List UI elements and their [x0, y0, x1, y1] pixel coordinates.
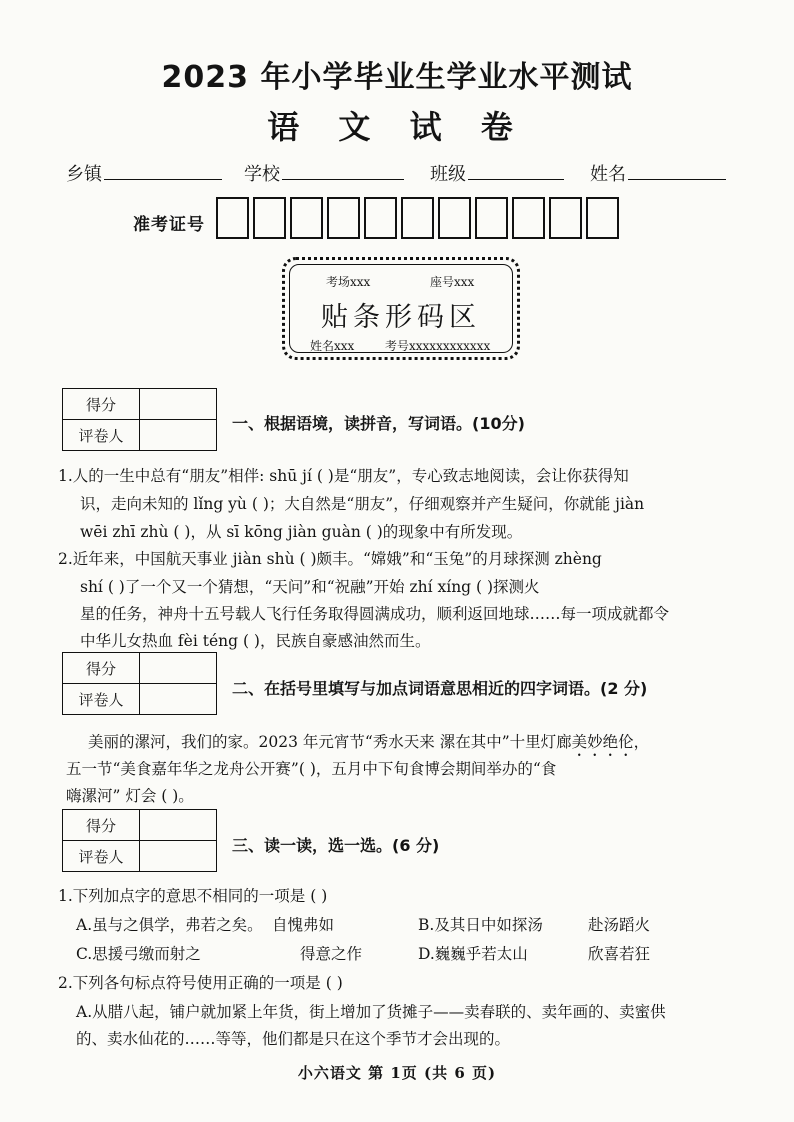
option-b[interactable]: B.及其日中如探汤	[418, 916, 543, 934]
s3-q2: 2.下列各句标点符号使用正确的一项是 ( )	[58, 974, 343, 992]
q2-option-a-cont: 的、卖水仙花的……等等，他们都是只在这个季节才会出现的。	[76, 1030, 511, 1048]
school-field[interactable]: 学校	[244, 160, 404, 186]
s2-line: 嗨漯河” 灯会 ( )。	[66, 787, 194, 805]
barcode-area-label: 贴条形码区	[321, 302, 481, 333]
score-box-3: 得分 评卷人	[62, 809, 217, 872]
digit-box[interactable]	[586, 197, 619, 239]
digit-box[interactable]	[549, 197, 582, 239]
digit-box[interactable]	[290, 197, 323, 239]
s3-q1: 1.下列加点字的意思不相同的一项是 ( )	[58, 887, 328, 905]
score-box-1: 得分 评卷人	[62, 388, 217, 451]
grader-cell[interactable]	[140, 420, 217, 451]
s1-line: shí ( )了一个又一个猜想，“天问”和“祝融”开始 zhí xíng ( )探测火	[80, 578, 540, 596]
digit-box[interactable]	[364, 197, 397, 239]
digit-box[interactable]	[438, 197, 471, 239]
s2-line: 美丽的漯河，我们的家。2023 年元宵节“秀水天来 漯在其中”十里灯廊美妙绝伦，	[88, 733, 650, 751]
section-2-heading: 二、在括号里填写与加点词语意思相近的四字词语。(2 分)	[232, 679, 648, 698]
seat-label: 座号xxx	[430, 275, 475, 289]
s1-line: 识，走向未知的 lǐng yù ( )；大自然是“朋友”，仔细观察并产生疑问，你就能 jiàn	[80, 495, 645, 513]
exam-number-label: 准考证号	[133, 215, 205, 235]
s1-line: 中华儿女热血 fèi téng ( )，民族自豪感油然而生。	[80, 632, 431, 650]
score-cell[interactable]	[140, 653, 217, 684]
barcode-name-label: 姓名xxx	[310, 339, 355, 353]
s1-line: wēi zhī zhù ( )，从 sī kōng jiàn guàn ( )的现象中有所发现。	[80, 523, 523, 541]
digit-box[interactable]	[512, 197, 545, 239]
s1-line: 1.人的一生中总有“朋友”相伴: shū jí ( )是“朋友”，专心致志地阅读，会让你获得知	[58, 467, 629, 485]
town-field[interactable]: 乡镇	[66, 160, 222, 186]
option-d-word: 欣喜若狂	[588, 945, 651, 963]
class-field[interactable]: 班级	[430, 160, 564, 186]
section-3-heading: 三、读一读，选一选。(6 分)	[232, 836, 440, 855]
section-1-heading: 一、根据语境，读拼音，写词语。(10分)	[232, 414, 525, 433]
option-a[interactable]: A.虽与之俱学，弗若之矣。	[76, 916, 263, 934]
option-a-word: 自愧弗如	[272, 916, 335, 934]
option-c-word: 得意之作	[300, 945, 363, 963]
dotted-phrase: 美妙绝伦	[571, 733, 634, 751]
digit-box[interactable]	[475, 197, 508, 239]
q2-option-a[interactable]: A.从腊八起，铺户就加紧上年货，街上增加了货摊子——卖春联的、卖年画的、卖蜜供	[76, 1003, 666, 1021]
exam-room-label: 考场xxx	[326, 275, 371, 289]
barcode-exam-no-label: 考号xxxxxxxxxxxx	[385, 339, 491, 353]
s1-line: 星的任务，神舟十五号载人飞行任务取得圆满成功，顺利返回地球……每一项成就都令	[80, 605, 670, 623]
exam-subject: 语 文 试 卷	[267, 108, 527, 146]
exam-number-boxes[interactable]	[216, 197, 623, 239]
barcode-area	[282, 257, 520, 360]
exam-title: 2023 年小学毕业生学业水平测试	[161, 60, 633, 95]
s2-line: 五一节“美食嘉年华之龙舟公开赛”( )，五月中下旬食博会期间举办的“食	[66, 760, 557, 778]
digit-box[interactable]	[253, 197, 286, 239]
s1-line: 2.近年来，中国航天事业 jiàn shù ( )颇丰。“嫦娥”和“玉兔”的月球探测 zhèng	[58, 550, 602, 568]
name-field[interactable]: 姓名	[590, 160, 726, 186]
digit-box[interactable]	[216, 197, 249, 239]
grader-cell[interactable]	[140, 841, 217, 872]
option-d[interactable]: D.巍巍乎若太山	[418, 945, 528, 963]
digit-box[interactable]	[401, 197, 434, 239]
score-cell[interactable]	[140, 389, 217, 420]
option-c[interactable]: C.思援弓缴而射之	[76, 945, 201, 963]
page-footer: 小六语文 第 1页 (共 6 页)	[297, 1064, 497, 1082]
digit-box[interactable]	[327, 197, 360, 239]
grader-cell[interactable]	[140, 684, 217, 715]
score-box-2: 得分 评卷人	[62, 652, 217, 715]
score-cell[interactable]	[140, 810, 217, 841]
option-b-word: 赴汤蹈火	[588, 916, 651, 934]
